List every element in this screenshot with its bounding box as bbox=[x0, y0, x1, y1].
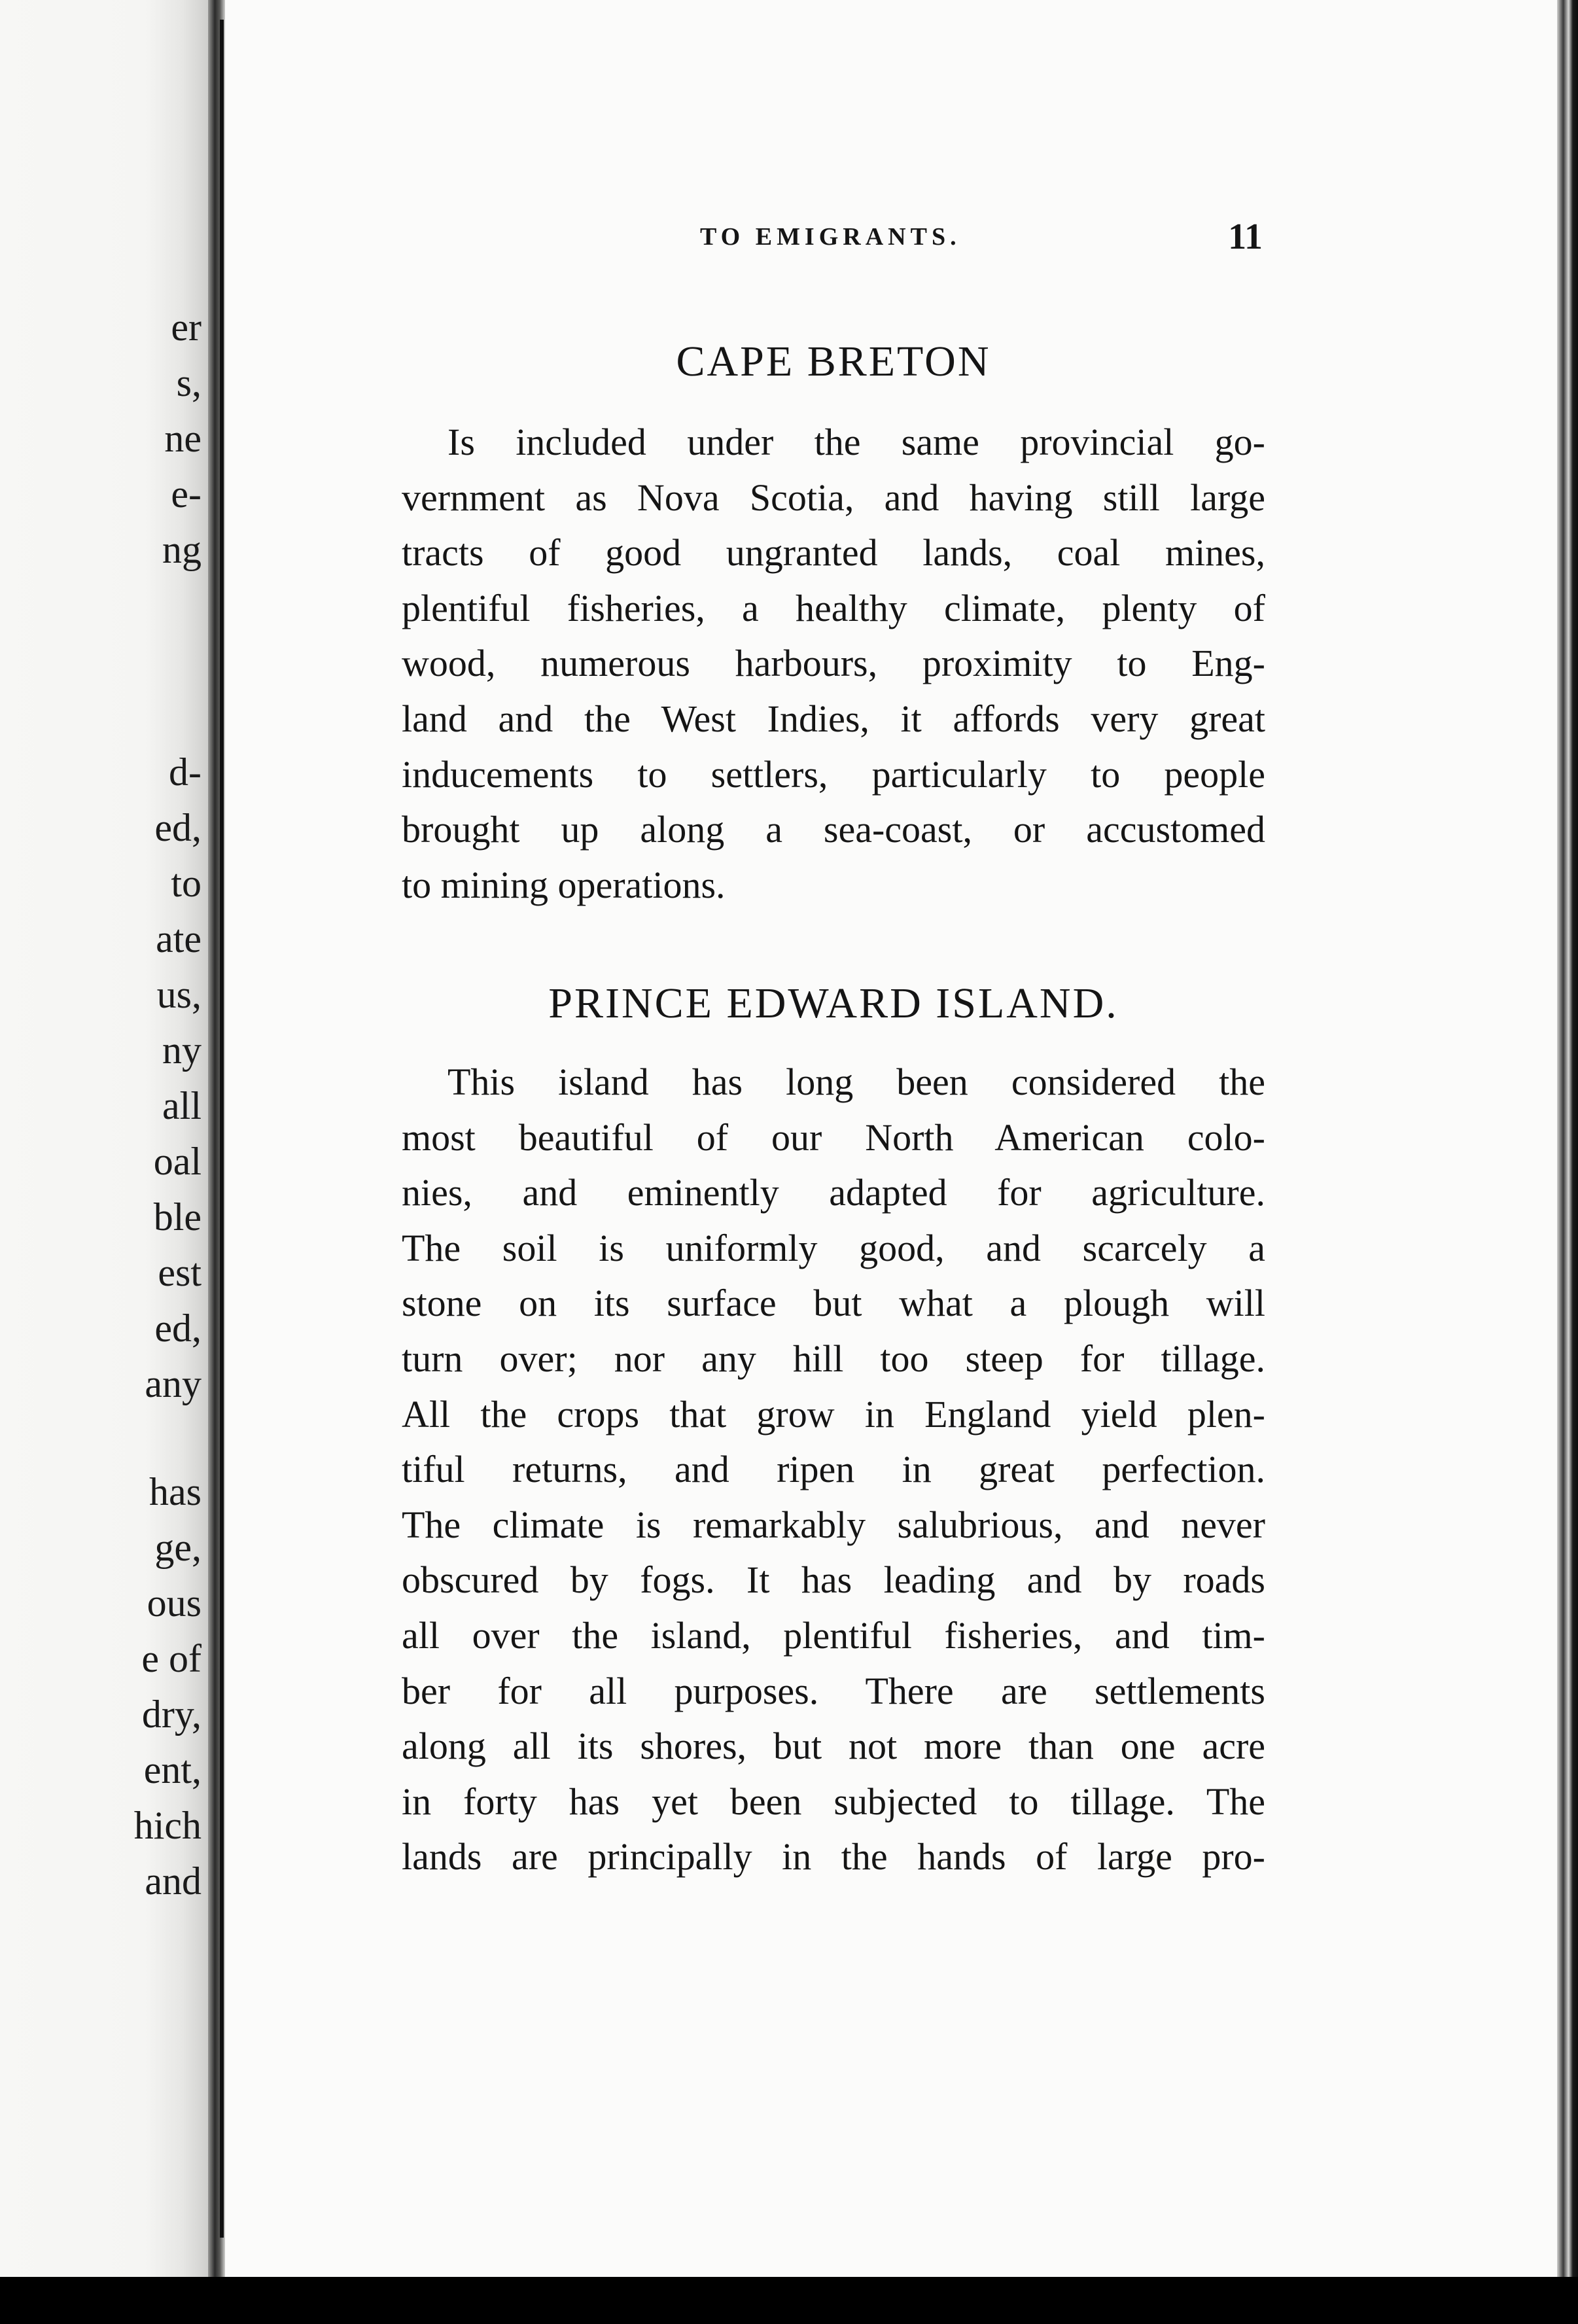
left-page-fragment: est bbox=[158, 1251, 202, 1294]
page-number: 11 bbox=[1228, 217, 1263, 257]
left-page-fragment: hich bbox=[133, 1804, 202, 1847]
left-page-fragment: and bbox=[145, 1859, 202, 1903]
left-page-fragment: ny bbox=[162, 1029, 202, 1072]
gutter-shadow-line bbox=[220, 20, 224, 2238]
text-line: obscured by fogs. It has leading and by roads bbox=[402, 1558, 1265, 1602]
text-line: lands are principally in the hands of large pro- bbox=[402, 1835, 1265, 1878]
left-page-fragment: oal bbox=[153, 1140, 202, 1183]
left-page-fragment: s, bbox=[176, 361, 202, 404]
left-page-fragment: any bbox=[145, 1362, 202, 1405]
text-line: land and the West Indies, it affords very great bbox=[402, 697, 1265, 740]
left-page-fragment: ng bbox=[162, 528, 202, 571]
left-page-fragment: e of bbox=[141, 1637, 202, 1680]
page-edge-shadow bbox=[1557, 0, 1578, 2324]
text-line: brought up along a sea-coast, or accustomed bbox=[402, 808, 1265, 851]
text-line: wood, numerous harbours, proximity to Eng- bbox=[402, 642, 1265, 685]
text-line: The climate is remarkably salubrious, and never bbox=[402, 1503, 1265, 1546]
text-line: Is included under the same provincial go- bbox=[447, 421, 1265, 463]
text-line: stone on its surface but what a plough will bbox=[402, 1282, 1265, 1325]
left-page-fragment: us, bbox=[156, 973, 202, 1016]
left-page-fragment: ne bbox=[164, 417, 202, 460]
left-page-fragment: d- bbox=[169, 750, 202, 794]
left-page-fragment: to bbox=[171, 862, 202, 905]
section-heading-cape-breton: CAPE BRETON bbox=[676, 338, 991, 385]
left-page-fragment: dry, bbox=[141, 1693, 202, 1736]
text-line: nies, and eminently adapted for agriculture. bbox=[402, 1171, 1265, 1214]
text-line: along all its shores, but not more than one acre bbox=[402, 1725, 1265, 1768]
scan-bottom-border bbox=[0, 2277, 1578, 2324]
text-line: inducements to settlers, particularly to people bbox=[402, 752, 1265, 796]
text-line: turn over; nor any hill too steep for tillage. bbox=[402, 1337, 1265, 1380]
section-heading-prince-edward-island: PRINCE EDWARD ISLAND. bbox=[548, 979, 1119, 1027]
left-page-fragment: ous bbox=[147, 1581, 202, 1625]
text-line: All the crops that grow in England yield plen- bbox=[402, 1392, 1265, 1435]
cape-breton-paragraph bbox=[402, 415, 1265, 913]
left-page-fragment: ate bbox=[156, 917, 202, 960]
text-line: ber for all purposes. There are settlements bbox=[402, 1669, 1265, 1712]
text-line: The soil is uniformly good, and scarcely a bbox=[402, 1226, 1265, 1269]
prince-edward-island-paragraph bbox=[402, 1055, 1265, 1885]
text-line: all over the island, plentiful fisheries, and tim- bbox=[402, 1613, 1265, 1657]
text-line: most beautiful of our North American colo- bbox=[402, 1116, 1265, 1159]
left-page-fragment: has bbox=[149, 1470, 202, 1513]
text-line: to mining operations. bbox=[402, 863, 726, 906]
text-line: in forty has yet been subjected to tillage. The bbox=[402, 1780, 1265, 1823]
text-line: This island has long been considered the bbox=[447, 1061, 1265, 1103]
text-line: plentiful fisheries, a healthy climate, plenty of bbox=[402, 586, 1265, 629]
left-page-fragment: ed, bbox=[154, 1307, 202, 1350]
page-header bbox=[700, 216, 1263, 262]
left-page-fragment: ed, bbox=[154, 806, 202, 849]
left-page-fragment: ent, bbox=[143, 1748, 202, 1791]
left-page-fragment: e- bbox=[171, 472, 202, 516]
left-facing-page bbox=[0, 0, 208, 2324]
left-page-fragment: ge, bbox=[154, 1526, 202, 1569]
text-line: tracts of good ungranted lands, coal mines, bbox=[402, 531, 1265, 574]
left-page-fragment: all bbox=[162, 1084, 202, 1127]
running-head: TO EMIGRANTS. bbox=[700, 223, 961, 251]
text-line: tiful returns, and ripen in great perfection. bbox=[402, 1448, 1265, 1491]
left-page-fragment: er bbox=[171, 306, 202, 349]
left-page-fragment: ble bbox=[153, 1195, 202, 1239]
text-line: vernment as Nova Scotia, and having still large bbox=[402, 476, 1265, 519]
